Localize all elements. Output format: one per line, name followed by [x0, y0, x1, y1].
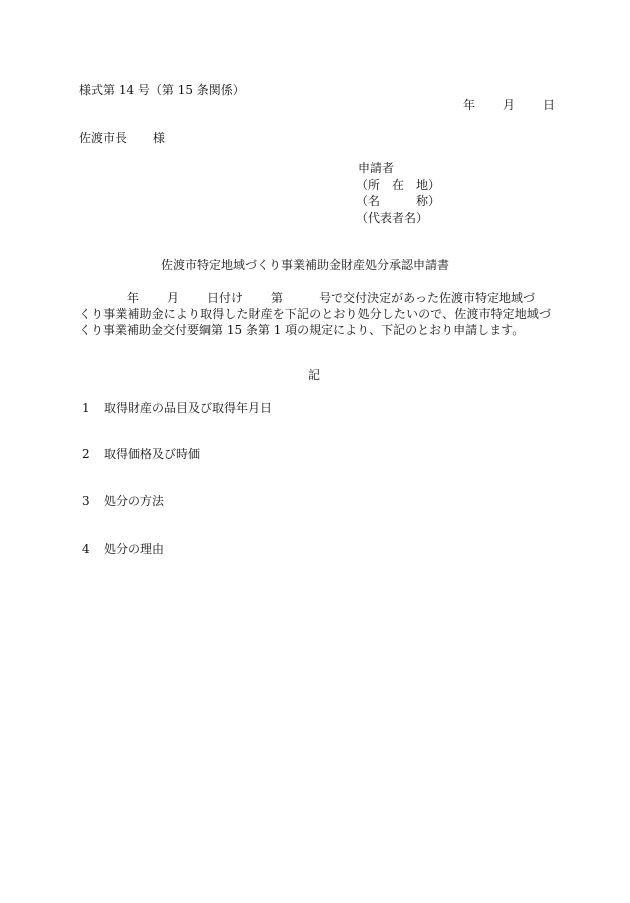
item-number: 4: [82, 542, 90, 556]
form-number: 様式第 14 号（第 15 条関係）: [79, 83, 245, 97]
applicant-label: 申請者: [358, 161, 395, 175]
body-first-line: [79, 291, 551, 307]
item-label: 取得財産の品目及び取得年月日: [104, 401, 273, 415]
date-line: [463, 99, 555, 111]
list-item: [82, 543, 164, 555]
list-item: [82, 402, 272, 414]
date-year: 年: [463, 98, 476, 112]
body-continuation: くり事業補助金により取得した財産を下記のとおり処分したいので、佐渡市特定地域づくり事業補助金交付要綱第 15 条第 1 項の規定により、下記のとおり申請します。: [79, 306, 551, 337]
list-item: [82, 448, 200, 460]
addressee: [79, 132, 165, 144]
date-day: 日: [543, 98, 556, 112]
applicant-name: （名 称）: [356, 194, 441, 209]
document-title: 佐渡市特定地域づくり事業補助金財産処分承認申請書: [161, 258, 450, 272]
body-year: 年: [127, 291, 140, 305]
item-number: 1: [82, 401, 90, 415]
application-body: [79, 291, 551, 338]
applicant-representative: （代表者名）: [356, 211, 429, 226]
ki-heading: 記: [308, 368, 321, 382]
applicant-address: （所 在 地）: [356, 177, 441, 192]
body-month: 月: [167, 291, 180, 305]
date-month: 月: [503, 98, 516, 112]
addressee-name: 佐渡市長: [79, 131, 128, 145]
item-number: 2: [82, 447, 90, 461]
applicant-block: [356, 162, 440, 229]
list-item: [82, 495, 164, 507]
item-number: 3: [82, 494, 90, 508]
body-first-line-rest: 号で交付決定があった佐渡市特定地域づ: [319, 291, 535, 305]
item-label: 取得価格及び時価: [104, 447, 201, 461]
body-date-suffix: 日付け: [207, 291, 244, 305]
body-number-prefix: 第: [271, 291, 284, 305]
addressee-honorific: 様: [153, 131, 166, 145]
item-label: 処分の方法: [104, 494, 165, 508]
item-label: 処分の理由: [104, 542, 165, 556]
